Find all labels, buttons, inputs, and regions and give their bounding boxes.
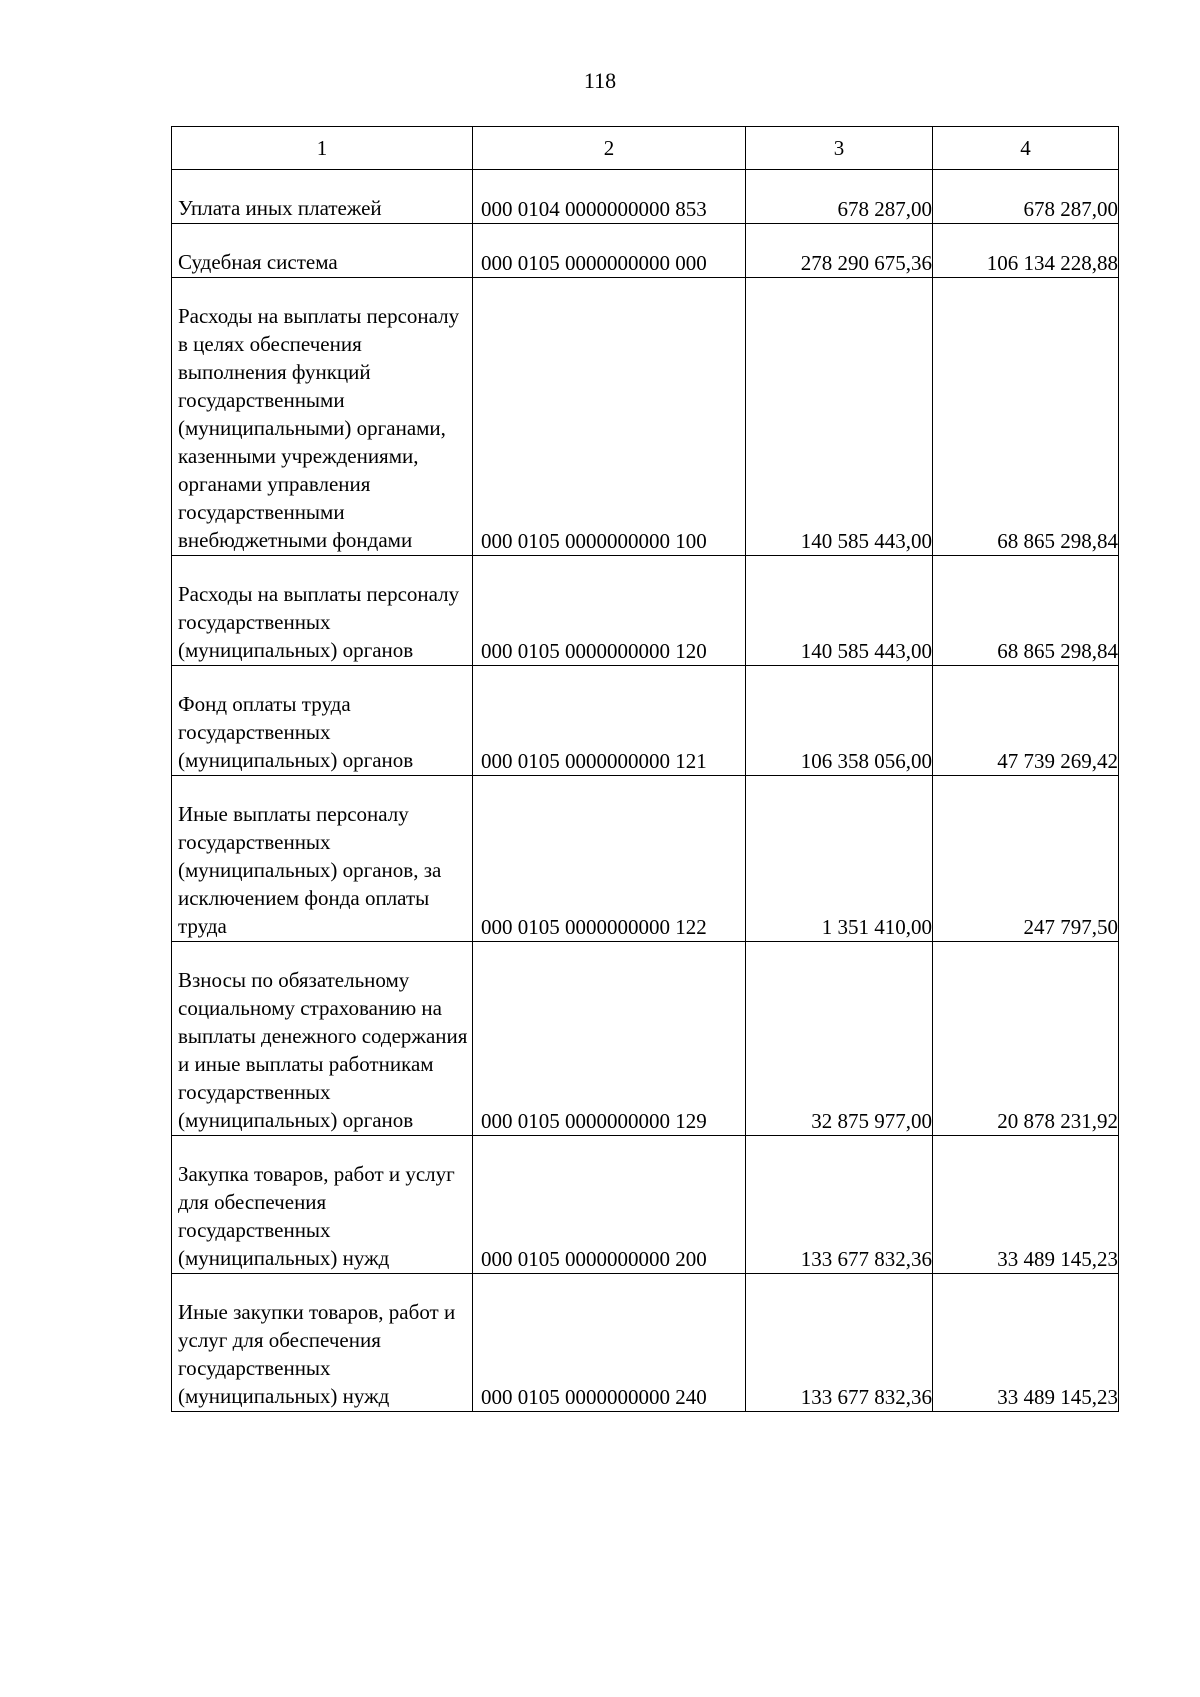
column-header-3: 3 — [746, 127, 933, 170]
table-row — [172, 224, 1119, 278]
row-name: Судебная система — [172, 224, 473, 278]
row-value-3: 133 677 832,36 — [746, 1274, 933, 1412]
row-value-4: 33 489 145,23 — [933, 1136, 1119, 1274]
table-row — [172, 278, 1119, 556]
row-value-3: 1 351 410,00 — [746, 776, 933, 942]
row-name: Закупка товаров, работ и услуг для обеспечения государственных (муниципальных) нужд — [172, 1136, 473, 1274]
row-code: 000 0105 0000000000 121 — [473, 666, 746, 776]
row-code: 000 0105 0000000000 240 — [473, 1274, 746, 1412]
row-value-3: 106 358 056,00 — [746, 666, 933, 776]
table-row — [172, 776, 1119, 942]
column-header-4: 4 — [933, 127, 1119, 170]
row-code: 000 0104 0000000000 853 — [473, 170, 746, 224]
row-value-3: 278 290 675,36 — [746, 224, 933, 278]
row-name: Иные выплаты персоналу государственных (муниципальных) органов, за исключением фонда оплаты труда — [172, 776, 473, 942]
row-code: 000 0105 0000000000 000 — [473, 224, 746, 278]
row-value-4: 20 878 231,92 — [933, 942, 1119, 1136]
row-value-4: 678 287,00 — [933, 170, 1119, 224]
row-code: 000 0105 0000000000 120 — [473, 556, 746, 666]
row-name: Иные закупки товаров, работ и услуг для обеспечения государственных (муниципальных) нужд — [172, 1274, 473, 1412]
row-value-3: 133 677 832,36 — [746, 1136, 933, 1274]
row-value-3: 32 875 977,00 — [746, 942, 933, 1136]
page-number: 118 — [583, 68, 617, 93]
row-value-4: 33 489 145,23 — [933, 1274, 1119, 1412]
row-value-4: 68 865 298,84 — [933, 556, 1119, 666]
row-value-4: 47 739 269,42 — [933, 666, 1119, 776]
row-name: Расходы на выплаты персоналу в целях обеспечения выполнения функций государственными (муниципальными) органами, казенными учреждениями, органами управления государственными внебюджетными фондами — [172, 278, 473, 556]
table-row — [172, 1136, 1119, 1274]
row-value-4: 68 865 298,84 — [933, 278, 1119, 556]
table-header-row — [172, 127, 1119, 170]
row-code: 000 0105 0000000000 122 — [473, 776, 746, 942]
row-value-3: 140 585 443,00 — [746, 278, 933, 556]
row-name: Фонд оплаты труда государственных (муниципальных) органов — [172, 666, 473, 776]
row-name: Взносы по обязательному социальному страхованию на выплаты денежного содержания и иные выплаты работникам государственных (муниципальных) органов — [172, 942, 473, 1136]
table-row — [172, 942, 1119, 1136]
table-row — [172, 556, 1119, 666]
column-header-1: 1 — [172, 127, 473, 170]
row-name: Уплата иных платежей — [172, 170, 473, 224]
row-value-4: 106 134 228,88 — [933, 224, 1119, 278]
row-name: Расходы на выплаты персоналу государственных (муниципальных) органов — [172, 556, 473, 666]
row-code: 000 0105 0000000000 100 — [473, 278, 746, 556]
row-code: 000 0105 0000000000 200 — [473, 1136, 746, 1274]
row-value-3: 678 287,00 — [746, 170, 933, 224]
column-header-2: 2 — [473, 127, 746, 170]
row-value-3: 140 585 443,00 — [746, 556, 933, 666]
row-code: 000 0105 0000000000 129 — [473, 942, 746, 1136]
row-value-4: 247 797,50 — [933, 776, 1119, 942]
table-row — [172, 1274, 1119, 1412]
table-row — [172, 666, 1119, 776]
table-row — [172, 170, 1119, 224]
budget-table — [171, 126, 1119, 1412]
